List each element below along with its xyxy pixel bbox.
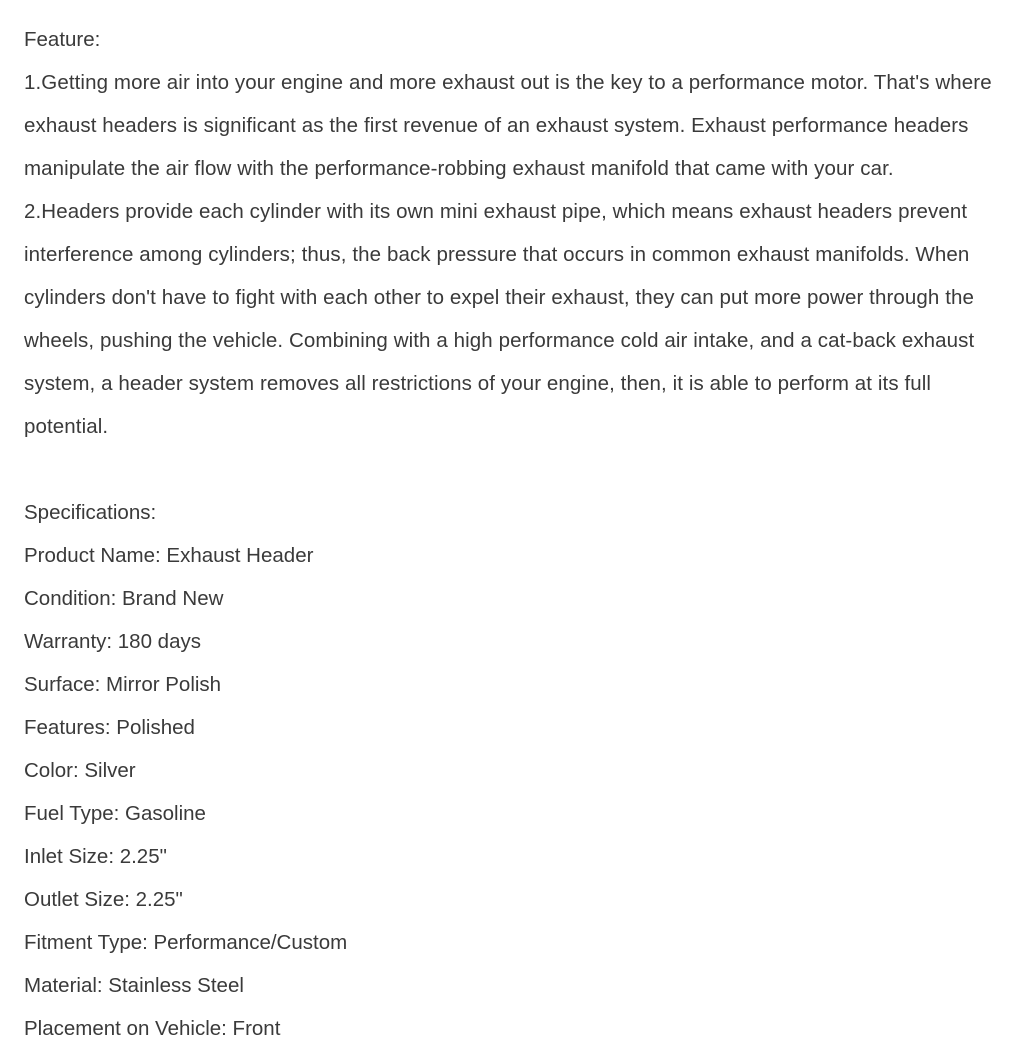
spec-item: Outlet Size: 2.25" (24, 888, 183, 911)
feature-paragraph-1: 1.Getting more air into your engine and more exhaust out is the key to a performance motor. That's where exhaust headers is significant as the first revenue of an exhaust system. Exhaust performance headers manipulate the air flow with the performance-robbing exhaust manifold that came with your car. (24, 71, 992, 180)
specifications-list (24, 534, 1000, 1050)
spec-item: Fuel Type: Gasoline (24, 802, 206, 825)
feature-heading: Feature: (24, 28, 101, 51)
spec-item: Placement on Vehicle: Front (24, 1017, 281, 1040)
spec-item: Warranty: 180 days (24, 630, 201, 653)
spec-item: Product Name: Exhaust Header (24, 544, 314, 567)
spec-item: Material: Stainless Steel (24, 974, 244, 997)
specifications-heading: Specifications: (24, 501, 157, 524)
spec-item: Features: Polished (24, 716, 195, 739)
spec-item: Condition: Brand New (24, 587, 224, 610)
spec-item: Inlet Size: 2.25" (24, 845, 167, 868)
spec-item: Surface: Mirror Polish (24, 673, 222, 696)
spec-item: Fitment Type: Performance/Custom (24, 931, 348, 954)
feature-paragraph-2: 2.Headers provide each cylinder with its own mini exhaust pipe, which means exhaust headers prevent interference among cylinders; thus, the back pressure that occurs in common exhaust manifolds. When cylinders don't have to fight with each other to expel their exhaust, they can put more power through the wheels, pushing the vehicle. Combining with a high performance cold air intake, and a cat-back exhaust system, a header system removes all restrictions of your engine, then, it is able to perform at its full potential. (24, 200, 975, 438)
section-spacer (24, 448, 1000, 491)
feature-paragraphs (24, 61, 1000, 448)
spec-item: Color: Silver (24, 759, 136, 782)
